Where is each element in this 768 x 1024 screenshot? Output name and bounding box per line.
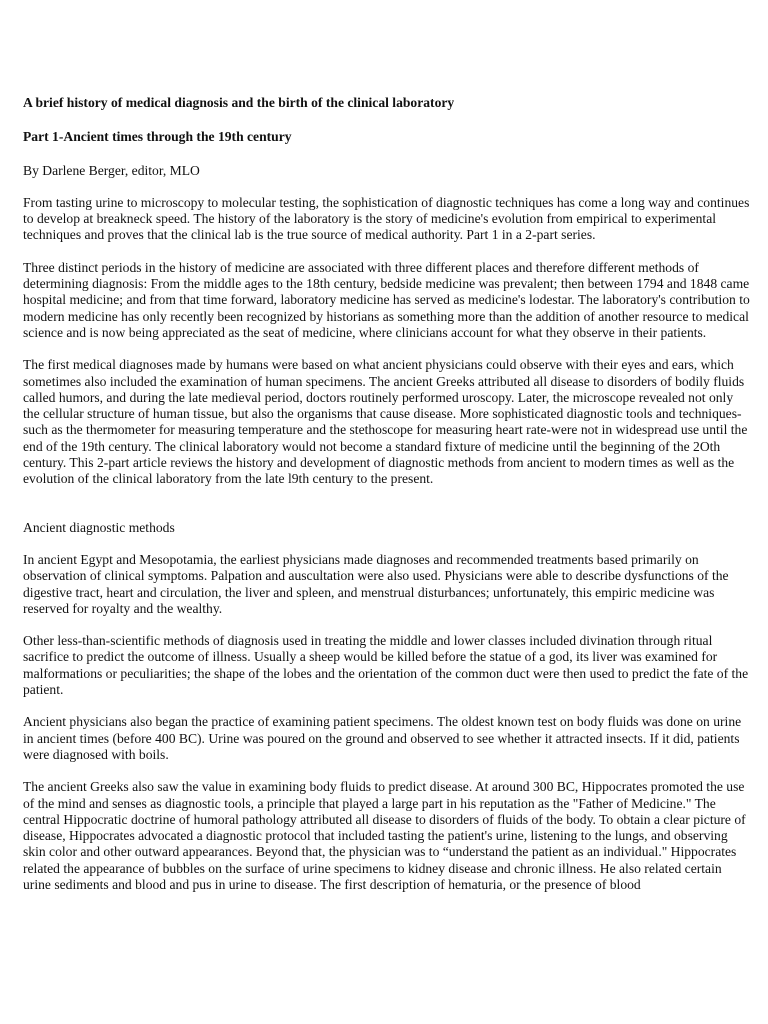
section-heading: Ancient diagnostic methods (23, 519, 175, 535)
paragraph: From tasting urine to microscopy to molecular testing, the sophistication of diagnostic techniques has come a long way and continues to develop at breakneck speed. The history of the laboratory is the story of medicine's evolution from empirical to experimental techniques and proves that the clinical lab is the true source of medical authority. Part 1 in a 2-part series. (23, 194, 750, 243)
article-byline: By Darlene Berger, editor, MLO (23, 162, 200, 178)
paragraph: The ancient Greeks also saw the value in examining body fluids to predict disease. At around 300 BC, Hippocrates promoted the use of the mind and senses as diagnostic tools, a principle that played a large part in his reputation as the "Father of Medicine." The central Hippocratic doctrine of humoral pathology attributed all disease to disorders of fluids of the body. To obtain a clear picture of disease, Hippocrates advocated a diagnostic protocol that included tasting the patient's urine, listening to the lungs, and observing skin color and other outward appearances. Beyond that, the physician was to “understand the patient as an individual." Hippocrates related the appearance of bubbles on the surface of urine specimens to kidney disease and chronic illness. He also related certain urine sediments and blood and pus in urine to disease. The first description of hematuria, or the presence of blood (23, 779, 746, 892)
paragraph: The first medical diagnoses made by humans were based on what ancient physicians could observe with their eyes and ears, which sometimes also included the examination of human specimens. The ancient Greeks attributed all disease to disorders of bodily fluids called humors, and during the late medieval period, doctors routinely performed uroscopy. Later, the microscope revealed not only the cellular structure of human tissue, but also the organisms that cause disease. More sophisticated diagnostic tools and techniques-such as the thermometer for measuring temperature and the stethoscope for measuring heart rate-were not in widespread use until the end of the 19th century. The clinical laboratory would not become a standard fixture of medicine until the beginning of the 2Oth century. This 2-part article reviews the history and development of diagnostic methods from ancient to modern times as well as the evolution of the clinical laboratory from the late l9th century to the present. (23, 357, 748, 487)
paragraph: Other less-than-scientific methods of diagnosis used in treating the middle and lower classes included divination through ritual sacrifice to predict the outcome of illness. Usually a sheep would be killed before the statue of a god, its liver was examined for malformations or peculiarities; the shape of the lobes and the orientation of the common duct were then used to predict the fate of the patient. (23, 633, 749, 698)
paragraph: Three distinct periods in the history of medicine are associated with three different places and therefore different methods of determining diagnosis: From the middle ages to the 18th century, bedside medicine was prevalent; then between 1794 and 1848 came hospital medicine; and from that time forward, laboratory medicine has served as medicine's lodestar. The laboratory's contribution to modern medicine has only recently been recognized by historians as something more than the addition of another resource to medical science and is now being appreciated as the seat of medicine, where clinicians account for what they observe in their patients. (23, 259, 750, 340)
paragraph: Ancient physicians also began the practice of examining patient specimens. The oldest known test on body fluids was done on urine in ancient times (before 400 BC). Urine was poured on the ground and observed to see whether it attracted insects. If it did, patients were diagnosed with boils. (23, 714, 742, 762)
article-subtitle: Part 1-Ancient times through the 19th century (23, 129, 292, 145)
article-title: A brief history of medical diagnosis and the birth of the clinical laboratory (23, 95, 455, 110)
paragraph: In ancient Egypt and Mesopotamia, the earliest physicians made diagnoses and recommended treatments based primarily on observation of clinical symptoms. Palpation and auscultation were also used. Physicians were able to describe dysfunctions of the digestive tract, heart and circulation, the liver and spleen, and menstrual disturbances; unfortunately, this empiric medicine was reserved for royalty and the wealthy. (23, 551, 729, 616)
